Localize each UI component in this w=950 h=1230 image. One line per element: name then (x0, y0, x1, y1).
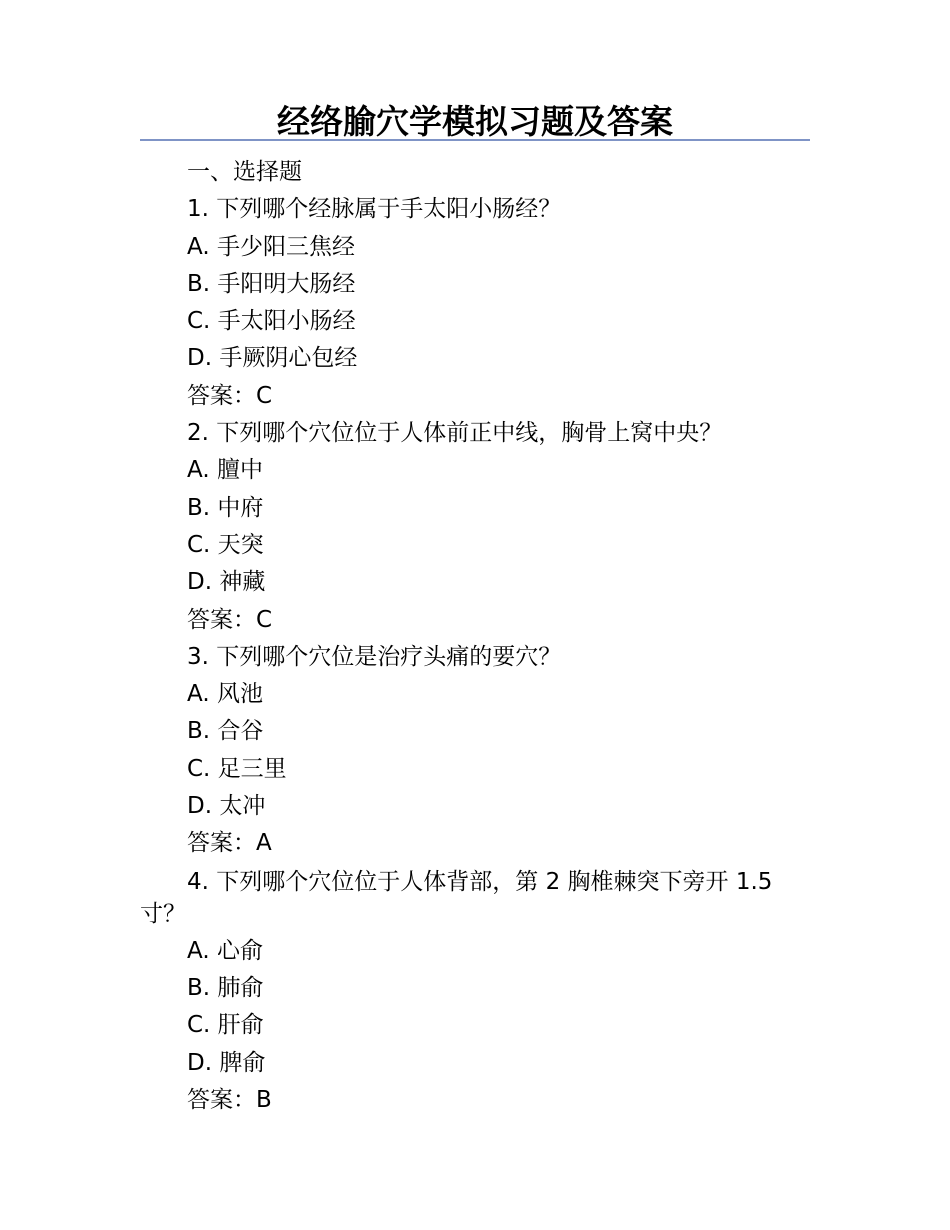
section-heading: 一、选择题 (187, 159, 302, 185)
option-text: D. 太冲 (187, 793, 266, 820)
document-body (140, 154, 810, 1119)
answer-text: 答案：C (187, 382, 273, 409)
question-text: 4. 下列哪个穴位位于人体背部，第 2 胸椎棘突下旁开 1.5 寸？ (140, 868, 773, 927)
option-text: A. 心俞 (187, 937, 263, 964)
option-text: A. 手少阳三焦经 (187, 233, 355, 260)
title-underline (140, 139, 810, 141)
question-text: 3. 下列哪个穴位是治疗头痛的要穴？ (187, 643, 562, 670)
answer-text: 答案：B (187, 1086, 272, 1113)
option-text: B. 中府 (187, 494, 264, 521)
option-text: A. 风池 (187, 681, 263, 708)
option-text: B. 合谷 (187, 718, 264, 745)
option-text: D. 脾俞 (187, 1049, 266, 1076)
question-text: 2. 下列哪个穴位位于人体前正中线，胸骨上窝中央？ (187, 420, 723, 447)
option-text: C. 天突 (187, 531, 264, 558)
option-text: C. 肝俞 (187, 1012, 264, 1039)
document-title: 经络腧穴学模拟习题及答案 (277, 102, 673, 141)
option-text: A. 膻中 (187, 457, 263, 484)
option-text: C. 足三里 (187, 755, 287, 782)
option-text: B. 手阳明大肠经 (187, 270, 356, 297)
option-text: D. 神藏 (187, 569, 266, 596)
answer-text: 答案：C (187, 606, 273, 633)
answer-text: 答案：A (187, 830, 272, 857)
question-text: 1. 下列哪个经脉属于手太阳小肠经？ (187, 196, 562, 223)
option-text: D. 手厥阴心包经 (187, 345, 358, 372)
option-text: B. 肺俞 (187, 974, 264, 1001)
option-text: C. 手太阳小肠经 (187, 308, 356, 335)
